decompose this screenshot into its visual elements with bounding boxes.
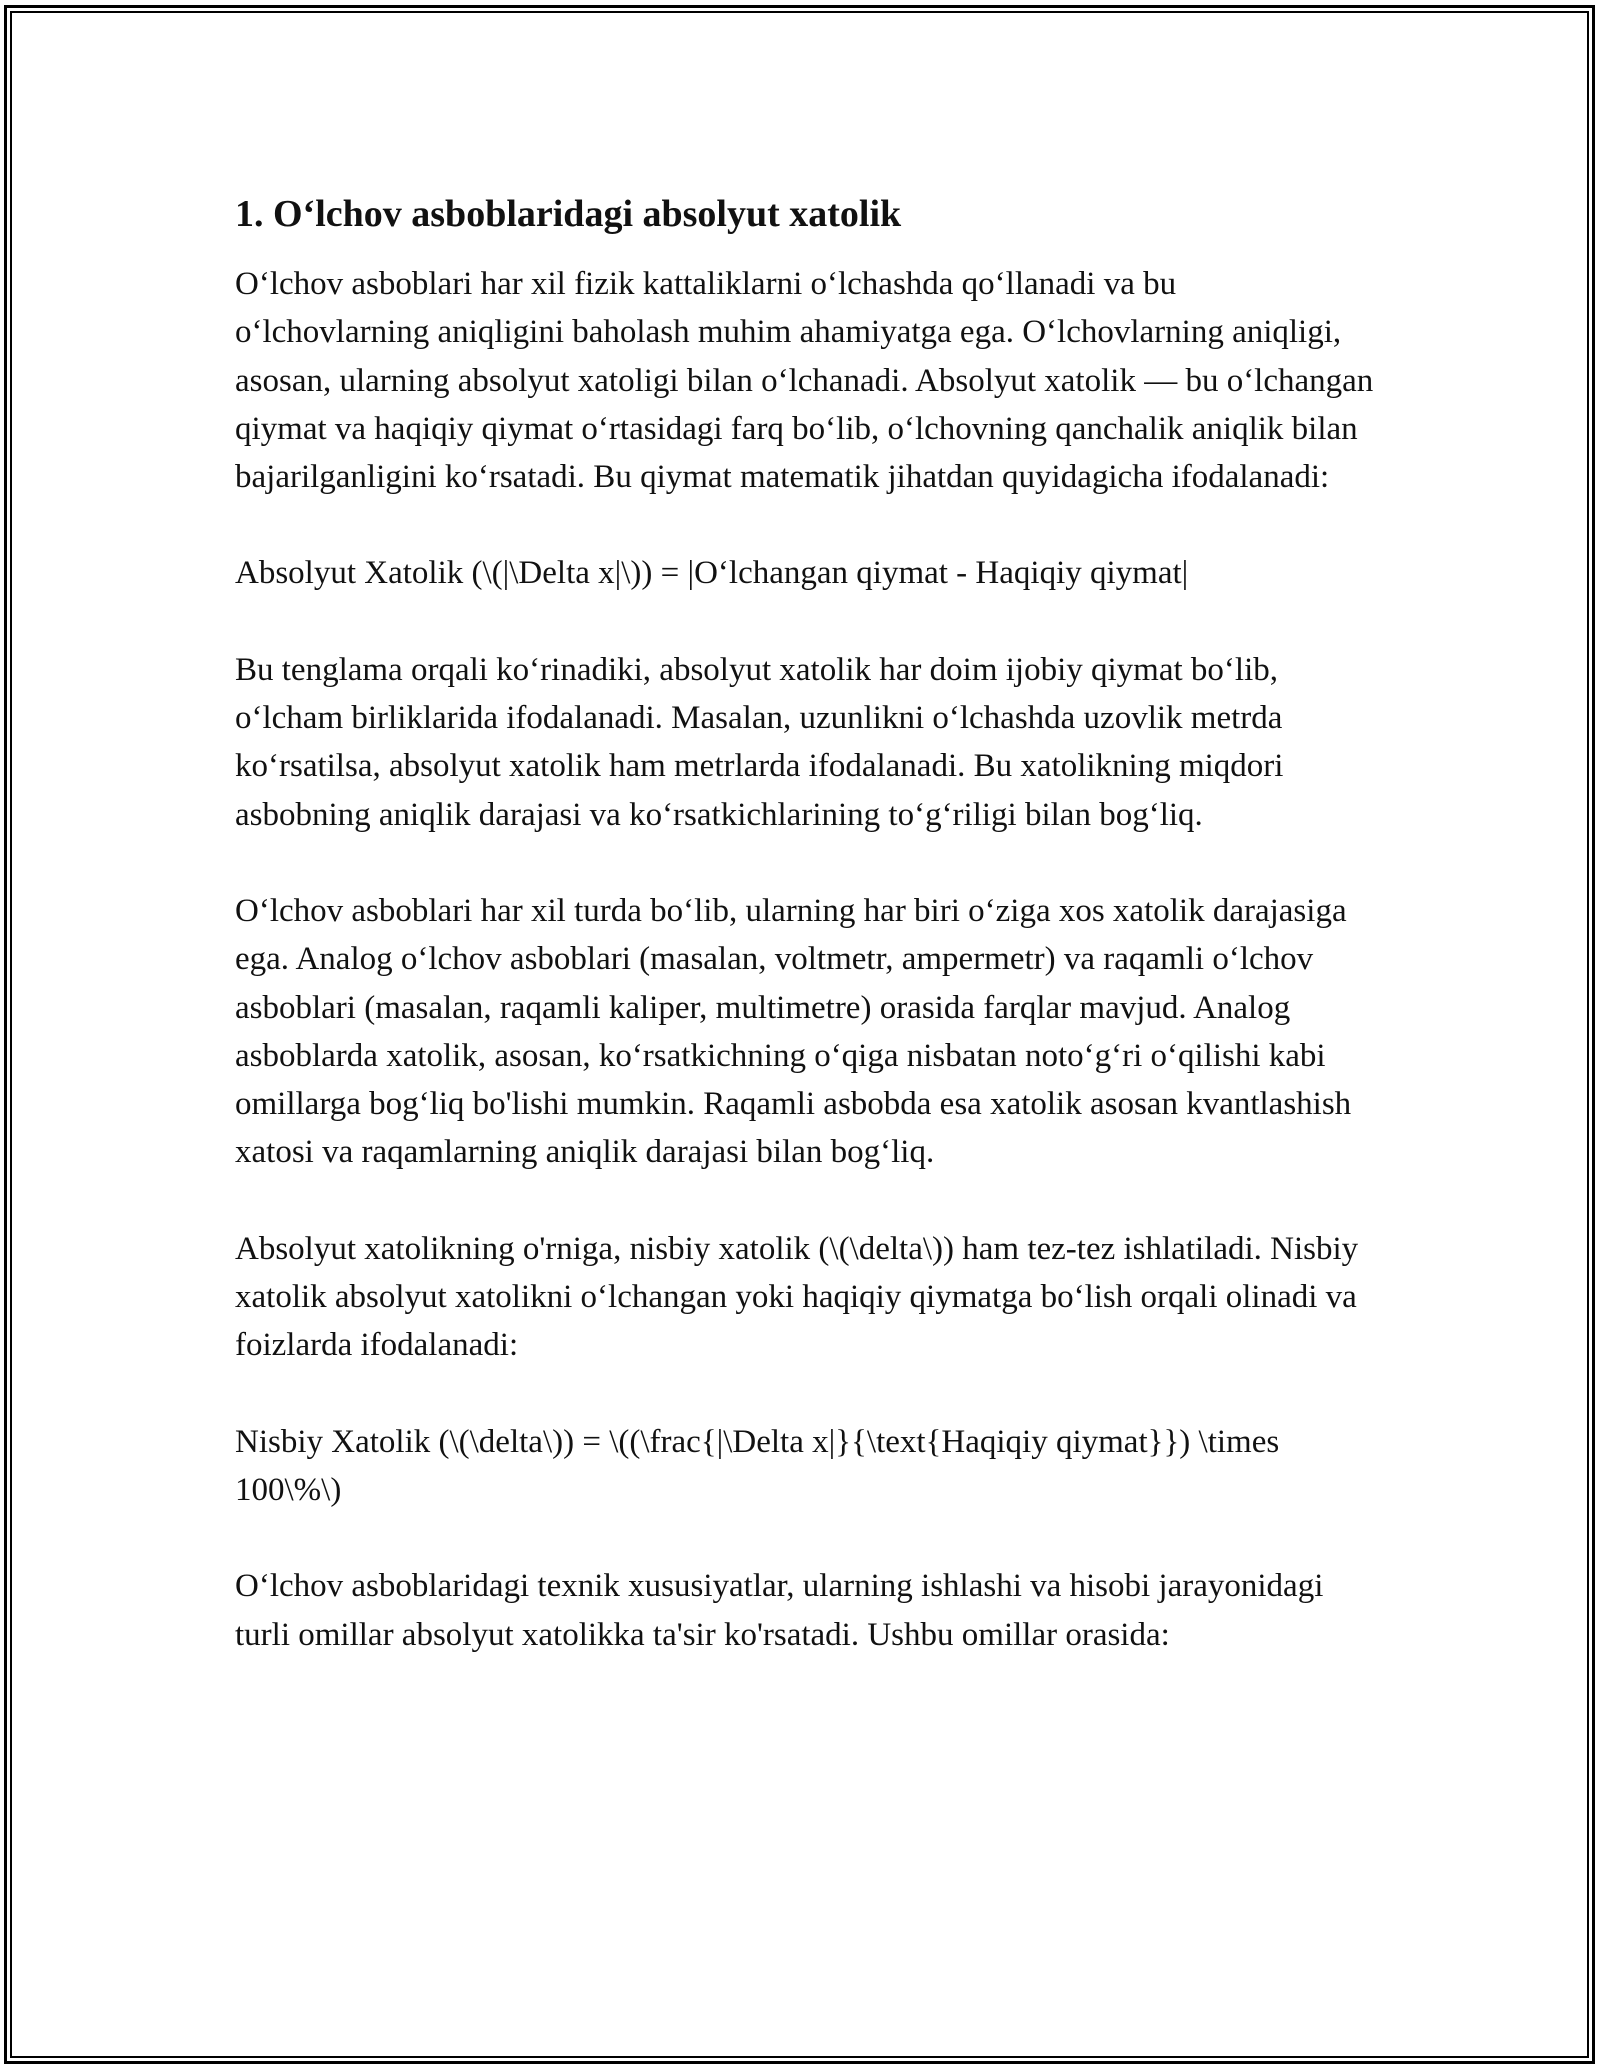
paragraph-instrument-types: O‘lchov asboblari har xil turda bo‘lib, ularning har biri o‘ziga xos xatolik darajasiga ega. Analog o‘lchov asboblari (masalan, voltmetr, ampermetr) va raqamli o‘lchov asboblari (masalan, raqamli kaliper, multimetre) orasida farqlar mavjud. Analog asboblarda xatolik, asosan, ko‘rsatkichning o‘qiga nisbatan noto‘g‘ri o‘qilishi kabi omillarga bog‘liq bo'lishi mumkin. Raqamli asbobda esa xatolik asosan kvantlashish xatosi va raqamlarning aniqlik darajasi bilan bog‘liq. (235, 892, 1352, 1171)
paragraph-intro: O‘lchov asboblari har xil fizik kattaliklarni o‘lchashda qo‘llanadi va bu o‘lchovlarning aniqligini baholash muhim ahamiyatga ega. O‘lchovlarning aniqligi, asosan, ularning absolyut xatoligi bilan o‘lchanadi. Absolyut xatolik — bu o‘lchangan qiymat va haqiqiy qiymat o‘rtasidagi farq bo‘lib, o‘lchovning qanchalik aniqlik bilan bajarilganligini ko‘rsatadi. Bu qiymat matematik jihatdan quyidagicha ifodalanadi: (235, 266, 1374, 496)
formula-absolute-error: Absolyut Xatolik (\(|\Delta x|\)) = |O‘lchangan qiymat - Haqiqiy qiymat| (235, 555, 1189, 592)
section-heading: 1. O‘lchov asboblaridagi absolyut xatolik (235, 193, 902, 235)
document-body (235, 188, 1375, 1707)
paragraph-factors: O‘lchov asboblaridagi texnik xususiyatlar, ularning ishlashi va hisobi jarayonidagi turli omillar absolyut xatolikka ta'sir ko'rsatadi. Ushbu omillar orasida: (235, 1568, 1324, 1653)
paragraph-relative-error: Absolyut xatolikning o'rniga, nisbiy xatolik (\(\delta\)) ham tez-tez ishlatiladi. Nisbiy xatolik absolyut xatolikni o‘lchangan yoki haqiqiy qiymatga bo‘lish orqali olinadi va foizlarda ifodalanadi: (235, 1230, 1359, 1364)
paragraph-equation-explanation: Bu tenglama orqali ko‘rinadiki, absolyut xatolik har doim ijobiy qiymat bo‘lib, o‘lcham birliklarida ifodalanadi. Masalan, uzunlikni o‘lchashda uzovlik metrda ko‘rsatilsa, absolyut xatolik ham metrlarda ifodalanadi. Bu xatolikning miqdori asbobning aniqlik darajasi va ko‘rsatkichlarining to‘g‘riligi bilan bog‘liq. (235, 651, 1284, 833)
formula-relative-error: Nisbiy Xatolik (\(\delta\)) = \((\frac{|\Delta x|}{\text{Haqiqiy qiymat}}) \times 100\%\) (235, 1423, 1280, 1508)
